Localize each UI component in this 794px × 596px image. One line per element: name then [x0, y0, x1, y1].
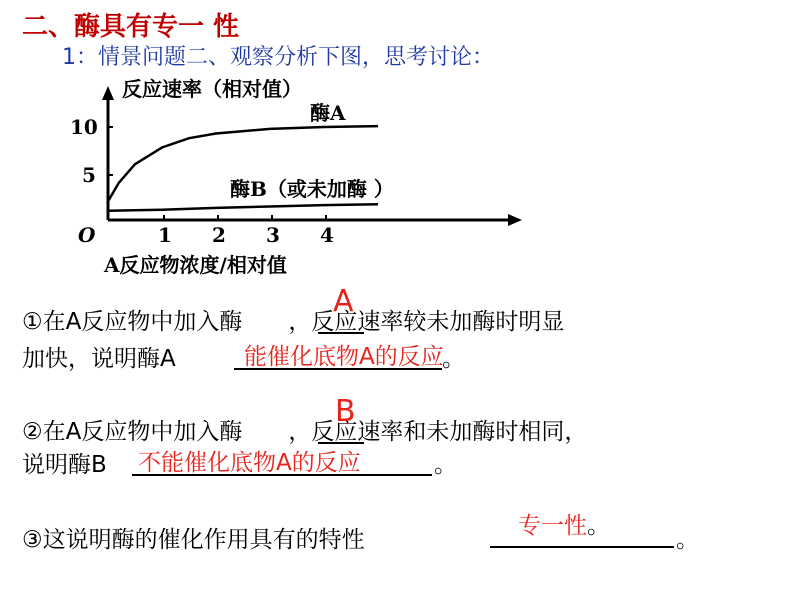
x-axis-arrow: [508, 214, 522, 226]
y-tick-5: 5: [82, 163, 96, 187]
enzyme-b-curve: [108, 204, 378, 211]
series-label-enzyme-b: 酶B（或未加酶 ）: [230, 177, 394, 201]
q1-blank-answer: A: [333, 284, 354, 319]
x-tick-1: 1: [158, 223, 172, 247]
q1-line1-pre: ①在A反应物中加入酶: [22, 309, 243, 335]
q1-line2-pre: 加快，说明酶A: [22, 346, 176, 372]
q1-line1: [22, 303, 564, 336]
q2-line1-post: ，反应速率和未加酶时相同，: [288, 419, 588, 445]
q3-answer-underline: [490, 546, 674, 548]
y-axis-label: 反应速率（相对值）: [122, 77, 302, 101]
y-axis-arrow: [102, 86, 114, 100]
q1-line2-end: 。: [442, 346, 465, 372]
origin-label: O: [78, 223, 96, 247]
q3-text: ③这说明酶的催化作用具有的特性: [22, 527, 365, 553]
x-axis-label: A反应物浓度/相对值: [104, 253, 287, 277]
q1-blank-underline: [318, 332, 364, 334]
q2-line1: [22, 413, 587, 446]
q2-line2: [22, 446, 107, 479]
q3-answer-text: 专一性: [518, 513, 587, 539]
slide-title: 二、酶具有专一 性: [22, 12, 240, 42]
q1-line2: [22, 340, 176, 373]
x-tick-3: 3: [266, 223, 280, 247]
q1-answer-underline: [234, 368, 442, 370]
rate-vs-concentration-chart: [70, 72, 540, 280]
y-tick-10: 10: [70, 115, 98, 139]
x-tick-4: 4: [320, 223, 334, 247]
q3-end: 。: [676, 527, 699, 553]
q2-line2-pre: 说明酶B: [22, 452, 107, 478]
q2-line2-end: 。: [434, 452, 457, 478]
q2-line1-pre: ②在A反应物中加入酶: [22, 419, 243, 445]
q2-answer-underline: [132, 474, 432, 476]
q1-line1-post: ，反应速率较未加酶时明显: [288, 309, 565, 335]
q3-answer-suffix: 。: [587, 513, 610, 539]
q2-blank-answer: B: [335, 394, 356, 429]
q2-answer: 不能催化底物A的反应: [138, 450, 361, 476]
slide-subtitle: 1：情景问题二、观察分析下图，思考讨论：: [62, 45, 494, 70]
series-label-enzyme-a: 酶A: [310, 101, 346, 125]
q1-answer: 能催化底物A的反应: [244, 344, 444, 370]
q3-answer: [518, 507, 610, 540]
x-tick-2: 2: [212, 223, 226, 247]
